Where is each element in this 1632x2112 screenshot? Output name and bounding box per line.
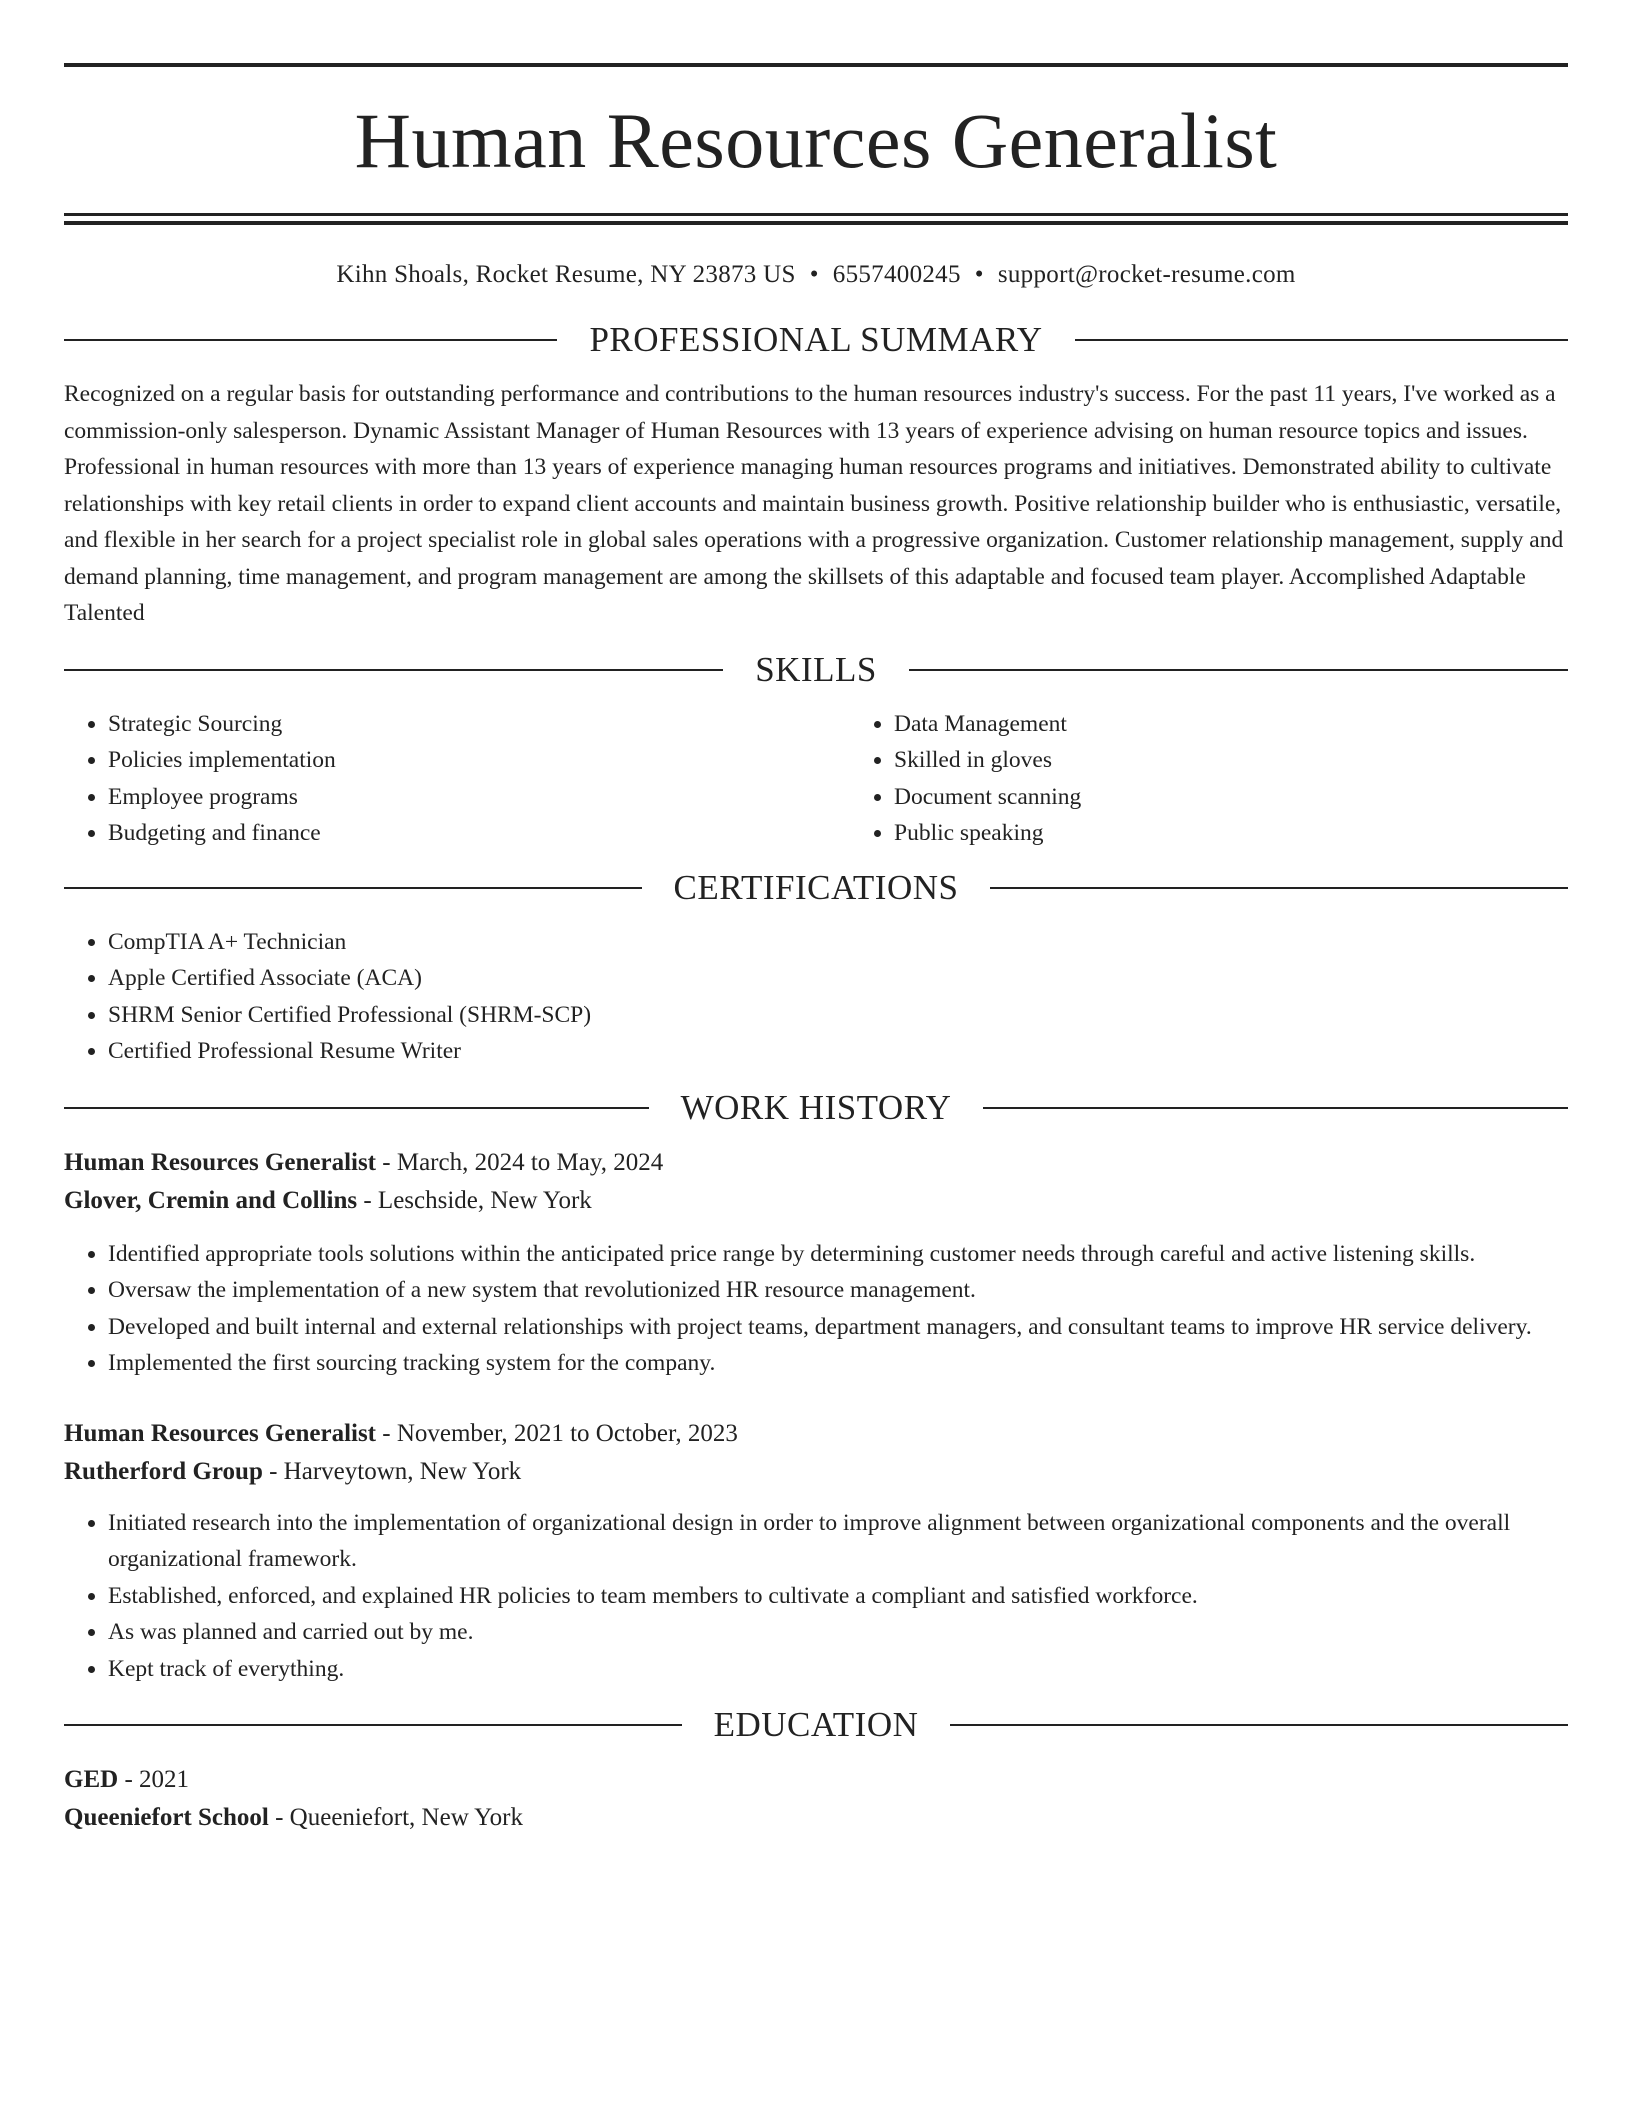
section-rule-right — [990, 887, 1568, 889]
section-header-summary — [64, 318, 1568, 362]
job-bullet: • Developed and built internal and external relationships with project teams, department managers, and consultant teams to improve HR service delivery. — [108, 1309, 1568, 1346]
job-location: - Leschside, New York — [357, 1186, 592, 1214]
certification-item: • Apple Certified Associate (ACA) — [108, 960, 1568, 997]
education-school: Queeniefort School — [64, 1804, 269, 1831]
education-school-line — [64, 1799, 1568, 1837]
section-title-education: EDUCATION — [713, 1705, 919, 1744]
job-title-line — [64, 1144, 1568, 1182]
contact-phone: 6557400245 — [832, 261, 961, 288]
section-header-skills — [64, 648, 1568, 692]
section-header-work — [64, 1086, 1568, 1130]
job-dates: - November, 2021 to October, 2023 — [376, 1419, 738, 1447]
section-rule-left — [64, 887, 642, 889]
job-company: Rutherford Group — [64, 1457, 263, 1485]
section-rule-left — [64, 669, 723, 671]
section-rule-right — [909, 669, 1568, 671]
candidate-name: Human Resources Generalist — [354, 97, 1278, 184]
contact-address: Kihn Shoals, Rocket Resume, NY 23873 US — [336, 261, 796, 288]
certification-item: • CompTIA A+ Technician — [108, 924, 1568, 961]
job-bullet: • Oversaw the implementation of a new system that revolutionized HR resource management. — [108, 1272, 1568, 1309]
job-bullets — [64, 1236, 1568, 1382]
skill-item: • Policies implementation — [108, 742, 850, 779]
resume-page — [64, 0, 1568, 1837]
section-header-education — [64, 1703, 1568, 1747]
job-bullet: • Implemented the first sourcing tracking system for the company. — [108, 1345, 1568, 1382]
section-rule-left — [64, 1724, 682, 1726]
section-rule-right — [983, 1107, 1568, 1109]
job-title: Human Resources Generalist — [64, 1148, 377, 1176]
job-bullet: • Initiated research into the implementation of organizational design in order to improve alignment between organizational components and the overall organizational framework. — [108, 1505, 1568, 1578]
skill-item: • Public speaking — [894, 815, 1632, 852]
section-title-skills: SKILLS — [755, 649, 877, 689]
section-title-work: WORK HISTORY — [680, 1087, 952, 1127]
double-rule — [64, 213, 1568, 225]
skill-item: • Document scanning — [894, 779, 1632, 816]
job-dates: - March, 2024 to May, 2024 — [376, 1148, 664, 1176]
section-header-certifications — [64, 866, 1568, 910]
skills-list-right — [850, 706, 1632, 852]
section-rule-right — [1075, 339, 1568, 341]
education-entry — [64, 1761, 1568, 1837]
certification-item: • SHRM Senior Certified Professional (SHRM-SCP) — [108, 997, 1568, 1034]
skill-item: • Budgeting and finance — [108, 815, 850, 852]
section-rule-right — [950, 1724, 1568, 1726]
section-title-certifications: CERTIFICATIONS — [673, 867, 959, 907]
job-location: - Harveytown, New York — [262, 1457, 522, 1485]
skill-item: • Skilled in gloves — [894, 742, 1632, 779]
education-degree-line — [64, 1761, 1568, 1799]
section-title-summary: PROFESSIONAL SUMMARY — [589, 320, 1043, 359]
certifications-list — [64, 924, 1568, 1070]
job-bullet: • As was planned and carried out by me. — [108, 1614, 1568, 1651]
job-bullet: • Identified appropriate tools solutions within the anticipated price range by determining customer needs through careful and active listening skills. — [108, 1236, 1568, 1273]
job-title-line — [64, 1415, 1568, 1453]
skills-grid — [64, 706, 1568, 852]
contact-email: support@rocket-resume.com — [997, 261, 1296, 288]
job-title: Human Resources Generalist — [64, 1419, 377, 1447]
education-location: - Queeniefort, New York — [268, 1804, 523, 1831]
section-rule-left — [64, 339, 557, 341]
education-degree: GED — [64, 1766, 119, 1793]
job-bullets — [64, 1505, 1568, 1688]
skills-list-left — [64, 706, 850, 852]
summary-text: Recognized on a regular basis for outstanding performance and contributions to the human resources industry's success. For the past 11 years, I've worked as a commission-only salesperson. Dynamic Assistant Manager of Human Resources with 13 years of experience advising on human resource topics and issues. Professional in human resources with more than 13 years of experience managing human resources programs and initiatives. Demonstrated ability to cultivate relationships with key retail clients in order to expand client accounts and maintain business growth. Positive relationship builder who is enthusiastic, versatile, and flexible in her search for a project specialist role in global sales operations with a progressive organization. Customer relationship management, supply and demand planning, time management, and program management are among the skillsets of this adaptable and focused team player. Accomplished Adaptable Talented — [64, 381, 1564, 626]
top-rule — [64, 63, 1568, 67]
job-bullet: • Established, enforced, and explained HR policies to team members to cultivate a compliant and satisfied workforce. — [108, 1578, 1568, 1615]
job-company-line — [64, 1453, 1568, 1491]
education-year: - 2021 — [118, 1766, 190, 1793]
job-bullet: • Kept track of everything. — [108, 1651, 1568, 1688]
contact-separator: • — [809, 261, 819, 288]
skill-item: • Strategic Sourcing — [108, 706, 850, 743]
skill-item: • Data Management — [894, 706, 1632, 743]
job-entry — [64, 1415, 1568, 1688]
section-rule-left — [64, 1107, 649, 1109]
skill-item: • Employee programs — [108, 779, 850, 816]
contact-separator: • — [974, 261, 984, 288]
job-company: Glover, Cremin and Collins — [64, 1186, 358, 1214]
contact-line — [64, 260, 1568, 290]
job-entry — [64, 1144, 1568, 1382]
job-company-line — [64, 1182, 1568, 1220]
certification-item: • Certified Professional Resume Writer — [108, 1033, 1568, 1070]
